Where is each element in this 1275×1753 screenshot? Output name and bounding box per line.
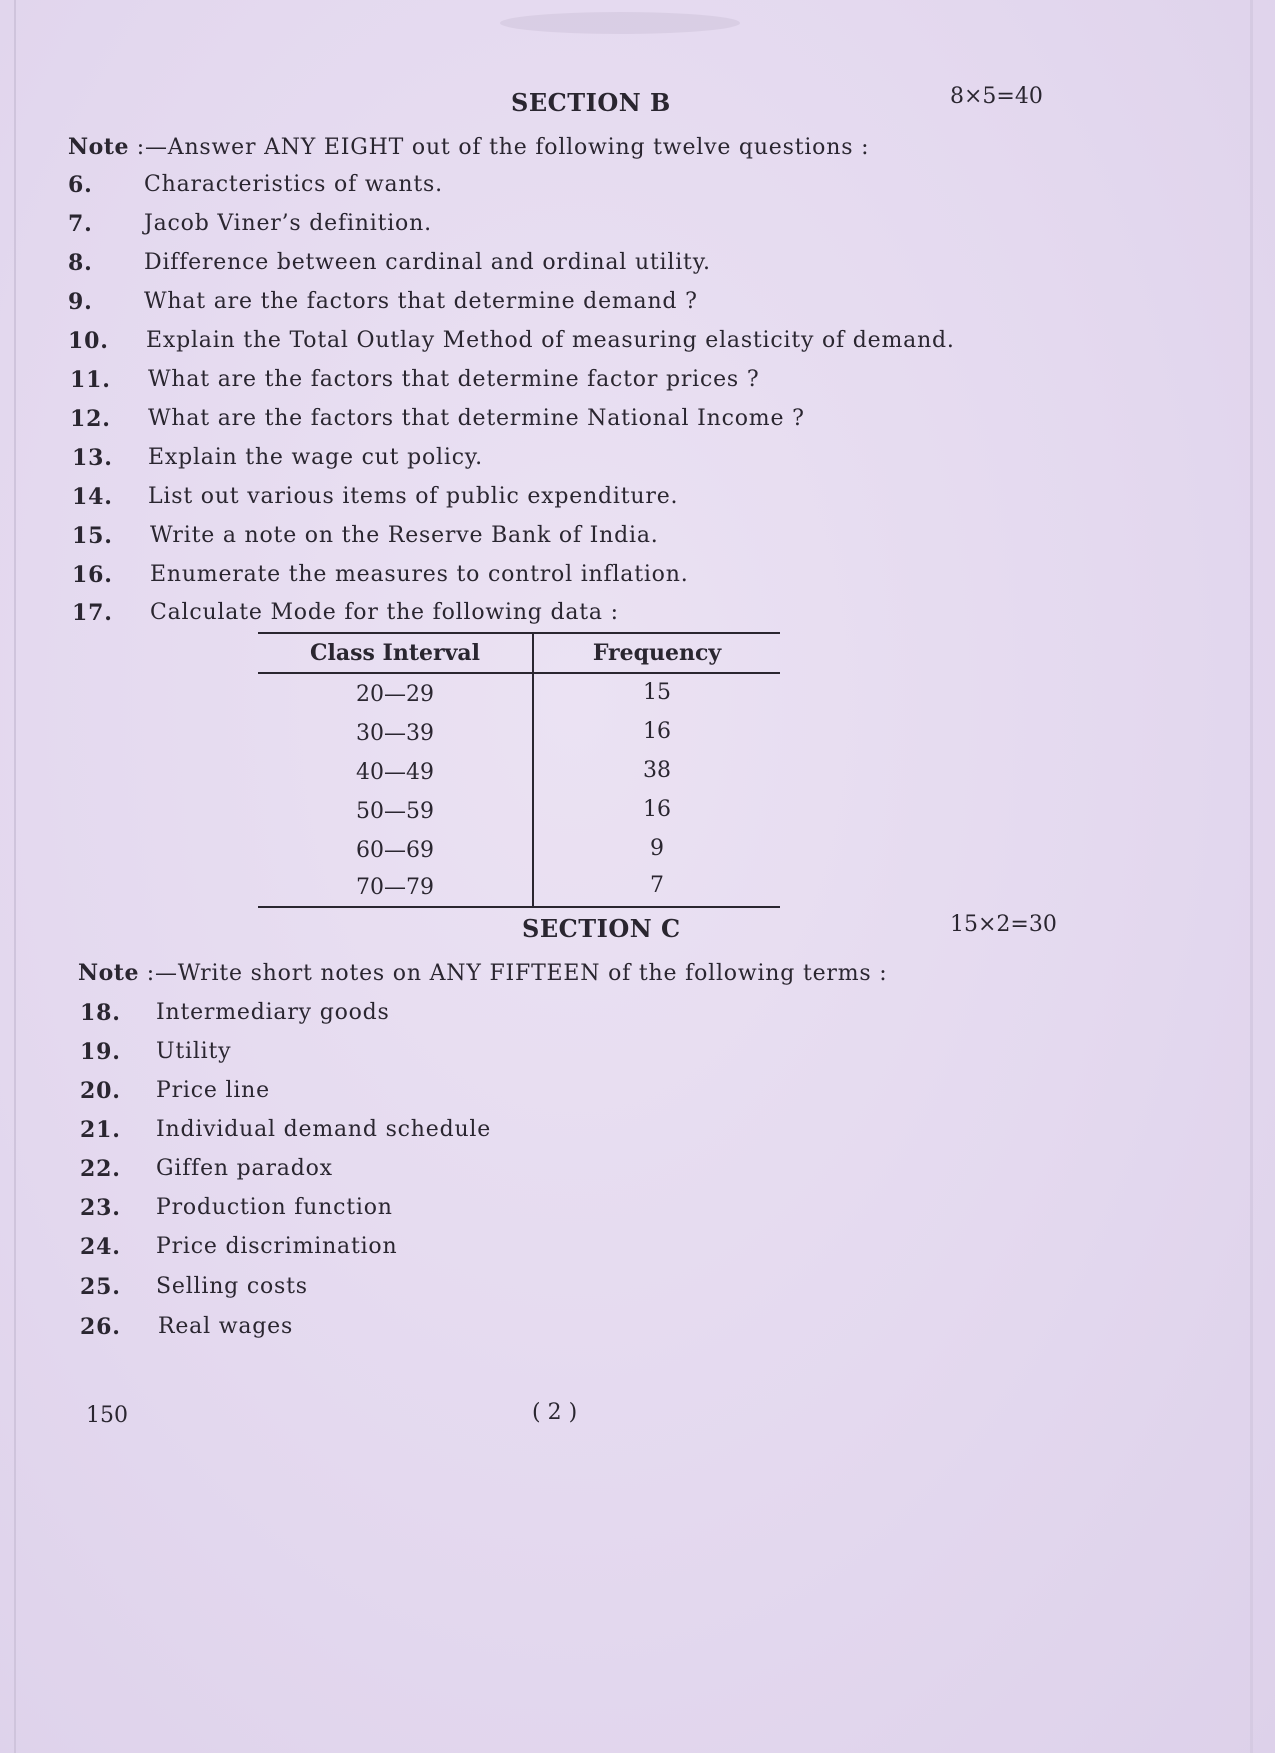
question-text: List out various items of public expenditure. bbox=[148, 484, 679, 509]
term-19 bbox=[80, 1039, 980, 1079]
table-cell-interval: 30—39 bbox=[356, 721, 434, 746]
table-header-class-interval: Class Interval bbox=[310, 640, 480, 666]
term-number: 24. bbox=[80, 1234, 121, 1260]
question-number: 17. bbox=[72, 600, 113, 626]
question-text: What are the factors that determine demand ? bbox=[144, 289, 698, 314]
question-13 bbox=[72, 445, 1072, 485]
paper-edge-left bbox=[14, 0, 16, 1753]
term-22 bbox=[80, 1156, 980, 1196]
section-b-title: SECTION B bbox=[511, 88, 671, 117]
term-26 bbox=[80, 1314, 980, 1354]
section-c-note-text: :—Write short notes on ANY FIFTEEN of the following terms : bbox=[146, 961, 888, 986]
term-21 bbox=[80, 1117, 980, 1157]
term-20 bbox=[80, 1078, 980, 1118]
section-c-note bbox=[78, 960, 887, 986]
question-12 bbox=[70, 406, 1070, 446]
scan-smudge bbox=[500, 12, 740, 34]
table-cell-frequency: 16 bbox=[643, 797, 671, 822]
term-text: Real wages bbox=[158, 1314, 294, 1339]
question-number: 12. bbox=[70, 406, 111, 432]
question-text: Enumerate the measures to control inflation. bbox=[150, 562, 689, 587]
question-11 bbox=[70, 367, 1070, 407]
question-text: Jacob Viner’s definition. bbox=[144, 211, 432, 236]
question-text: Characteristics of wants. bbox=[144, 172, 443, 197]
section-b-marks: 8×5=40 bbox=[950, 84, 1043, 109]
question-text: What are the factors that determine National Income ? bbox=[148, 406, 805, 431]
paper-code: 150 bbox=[86, 1403, 128, 1428]
question-7 bbox=[68, 211, 1068, 251]
term-text: Selling costs bbox=[156, 1274, 308, 1299]
table-rule-top bbox=[258, 632, 780, 634]
term-text: Production function bbox=[156, 1195, 393, 1220]
table-cell-frequency: 9 bbox=[650, 836, 664, 861]
term-text: Utility bbox=[156, 1039, 232, 1064]
term-number: 19. bbox=[80, 1039, 121, 1065]
section-c-note-label: Note bbox=[78, 960, 139, 986]
section-c-marks: 15×2=30 bbox=[950, 912, 1057, 937]
question-number: 16. bbox=[72, 562, 113, 588]
question-number: 10. bbox=[68, 328, 109, 354]
term-text: Giffen paradox bbox=[156, 1156, 333, 1181]
term-number: 26. bbox=[80, 1314, 121, 1340]
question-15 bbox=[72, 523, 1072, 563]
term-text: Price line bbox=[156, 1078, 270, 1103]
term-number: 18. bbox=[80, 1000, 121, 1026]
section-b-note bbox=[68, 134, 869, 160]
question-number: 8. bbox=[68, 250, 93, 276]
table-cell-interval: 50—59 bbox=[356, 799, 434, 824]
term-number: 25. bbox=[80, 1274, 121, 1300]
table-cell-interval: 70—79 bbox=[356, 875, 434, 900]
term-text: Price discrimination bbox=[156, 1234, 398, 1259]
term-18 bbox=[80, 1000, 980, 1040]
question-number: 11. bbox=[70, 367, 111, 393]
term-25 bbox=[80, 1274, 980, 1314]
table-cell-frequency: 38 bbox=[643, 758, 671, 783]
table-cell-interval: 40—49 bbox=[356, 760, 434, 785]
question-text: Difference between cardinal and ordinal utility. bbox=[144, 250, 711, 275]
section-c-title: SECTION C bbox=[522, 914, 681, 943]
question-number: 13. bbox=[72, 445, 113, 471]
question-number: 15. bbox=[72, 523, 113, 549]
table-cell-frequency: 15 bbox=[643, 680, 671, 705]
paper-edge-right bbox=[1250, 0, 1253, 1753]
question-14 bbox=[72, 484, 1072, 524]
question-text: Write a note on the Reserve Bank of India. bbox=[150, 523, 659, 548]
term-number: 23. bbox=[80, 1195, 121, 1221]
question-9 bbox=[68, 289, 1068, 329]
question-number: 9. bbox=[68, 289, 93, 315]
term-23 bbox=[80, 1195, 980, 1235]
term-text: Individual demand schedule bbox=[156, 1117, 492, 1142]
question-6 bbox=[68, 172, 1068, 212]
table-cell-interval: 20—29 bbox=[356, 682, 434, 707]
mode-data-table bbox=[258, 632, 780, 908]
table-cell-interval: 60—69 bbox=[356, 838, 434, 863]
term-number: 22. bbox=[80, 1156, 121, 1182]
term-24 bbox=[80, 1234, 980, 1274]
section-b-note-text: :—Answer ANY EIGHT out of the following twelve questions : bbox=[136, 135, 870, 160]
question-8 bbox=[68, 250, 1068, 290]
table-header-frequency: Frequency bbox=[592, 640, 722, 666]
question-text: Explain the wage cut policy. bbox=[148, 445, 483, 470]
term-text: Intermediary goods bbox=[156, 1000, 390, 1025]
table-cell-frequency: 7 bbox=[650, 873, 664, 898]
question-text: Explain the Total Outlay Method of measuring elasticity of demand. bbox=[146, 328, 955, 353]
question-10 bbox=[68, 328, 1188, 368]
question-number: 6. bbox=[68, 172, 93, 198]
page-number: ( 2 ) bbox=[532, 1400, 578, 1425]
question-number: 14. bbox=[72, 484, 113, 510]
table-cell-frequency: 16 bbox=[643, 719, 671, 744]
question-text: Calculate Mode for the following data : bbox=[150, 600, 619, 625]
term-number: 20. bbox=[80, 1078, 121, 1104]
section-b-note-label: Note bbox=[68, 134, 129, 160]
term-number: 21. bbox=[80, 1117, 121, 1143]
question-number: 7. bbox=[68, 211, 93, 237]
question-16 bbox=[72, 562, 1072, 602]
question-text: What are the factors that determine factor prices ? bbox=[148, 367, 760, 392]
